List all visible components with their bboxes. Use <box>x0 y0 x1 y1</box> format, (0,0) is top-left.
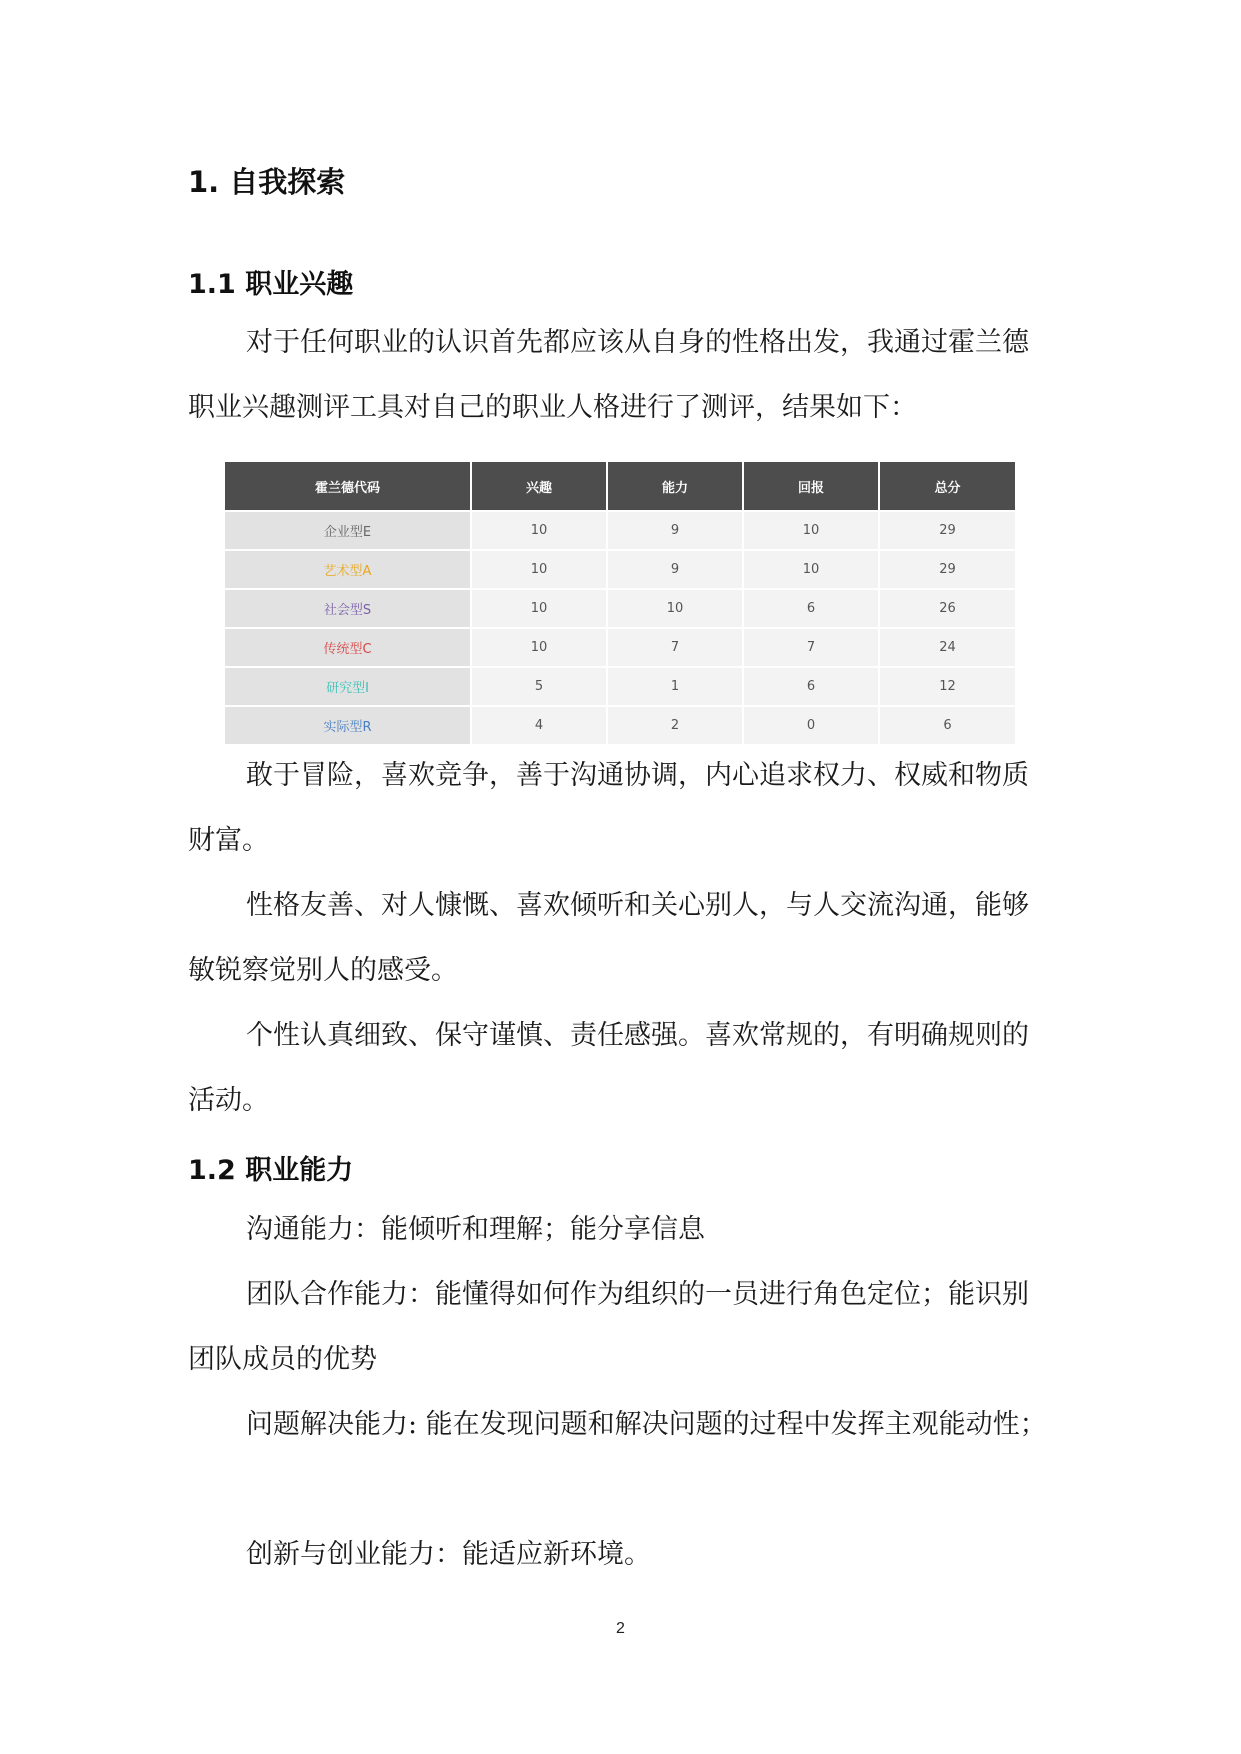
ability-problem-solving: 问题解决能力: 能在发现问题和解决问题的过程中发挥主观能动性； <box>246 1409 1047 1440</box>
value-cell: 26 <box>879 589 1015 628</box>
value-cell: 6 <box>743 589 879 628</box>
interest-paragraph-social: 性格友善、对人慷慨、喜欢倾听和关心别人，与人交流沟通，能够敏锐察觉别人的感受。 <box>188 890 1029 986</box>
value-cell: 2 <box>607 706 743 744</box>
table-row <box>225 511 1015 550</box>
code-cell: 企业型E <box>225 511 471 550</box>
code-cell: 社会型S <box>225 589 471 628</box>
value-cell: 24 <box>879 628 1015 667</box>
interest-paragraph-conventional: 个性认真细致、保守谨慎、责任感强。喜欢常规的，有明确规则的活动。 <box>188 1020 1029 1116</box>
header-cell: 总分 <box>879 462 1015 511</box>
heading-career-ability: 1.2 职业能力 <box>188 1155 354 1186</box>
holland-results-table <box>225 462 1015 744</box>
ability-innovation: 创新与创业能力：能适应新环境。 <box>246 1539 651 1570</box>
table-row <box>225 628 1015 667</box>
table-row <box>225 706 1015 744</box>
code-cell: 传统型C <box>225 628 471 667</box>
header-cell: 能力 <box>607 462 743 511</box>
value-cell: 12 <box>879 667 1015 706</box>
code-cell: 研究型I <box>225 667 471 706</box>
code-cell: 艺术型A <box>225 550 471 589</box>
value-cell: 10 <box>743 550 879 589</box>
interest-paragraph-enterprising: 敢于冒险，喜欢竞争，善于沟通协调，内心追求权力、权威和物质财富。 <box>188 760 1029 856</box>
value-cell: 7 <box>743 628 879 667</box>
ability-communication: 沟通能力：能倾听和理解；能分享信息 <box>246 1214 705 1245</box>
value-cell: 29 <box>879 511 1015 550</box>
value-cell: 5 <box>471 667 607 706</box>
heading-self-exploration: 1. 自我探索 <box>188 165 346 199</box>
value-cell: 4 <box>471 706 607 744</box>
intro-paragraph: 对于任何职业的认识首先都应该从自身的性格出发，我通过霍兰德职业兴趣测评工具对自己的职业人格进行了测评，结果如下： <box>188 327 1029 423</box>
value-cell: 29 <box>879 550 1015 589</box>
value-cell: 10 <box>471 511 607 550</box>
table-row <box>225 667 1015 706</box>
code-cell: 实际型R <box>225 706 471 744</box>
table-row <box>225 589 1015 628</box>
value-cell: 6 <box>879 706 1015 744</box>
value-cell: 9 <box>607 511 743 550</box>
value-cell: 9 <box>607 550 743 589</box>
value-cell: 7 <box>607 628 743 667</box>
value-cell: 10 <box>607 589 743 628</box>
value-cell: 10 <box>471 589 607 628</box>
header-cell: 兴趣 <box>471 462 607 511</box>
value-cell: 10 <box>471 550 607 589</box>
value-cell: 10 <box>743 511 879 550</box>
page-number: 2 <box>616 1620 625 1637</box>
value-cell: 1 <box>607 667 743 706</box>
value-cell: 10 <box>471 628 607 667</box>
table-row <box>225 550 1015 589</box>
value-cell: 0 <box>743 706 879 744</box>
value-cell: 6 <box>743 667 879 706</box>
table-header-row <box>225 462 1015 511</box>
heading-career-interest: 1.1 职业兴趣 <box>188 269 354 300</box>
header-cell: 霍兰德代码 <box>225 462 471 511</box>
header-cell: 回报 <box>743 462 879 511</box>
ability-teamwork: 团队合作能力：能懂得如何作为组织的一员进行角色定位；能识别团队成员的优势 <box>188 1279 1029 1375</box>
